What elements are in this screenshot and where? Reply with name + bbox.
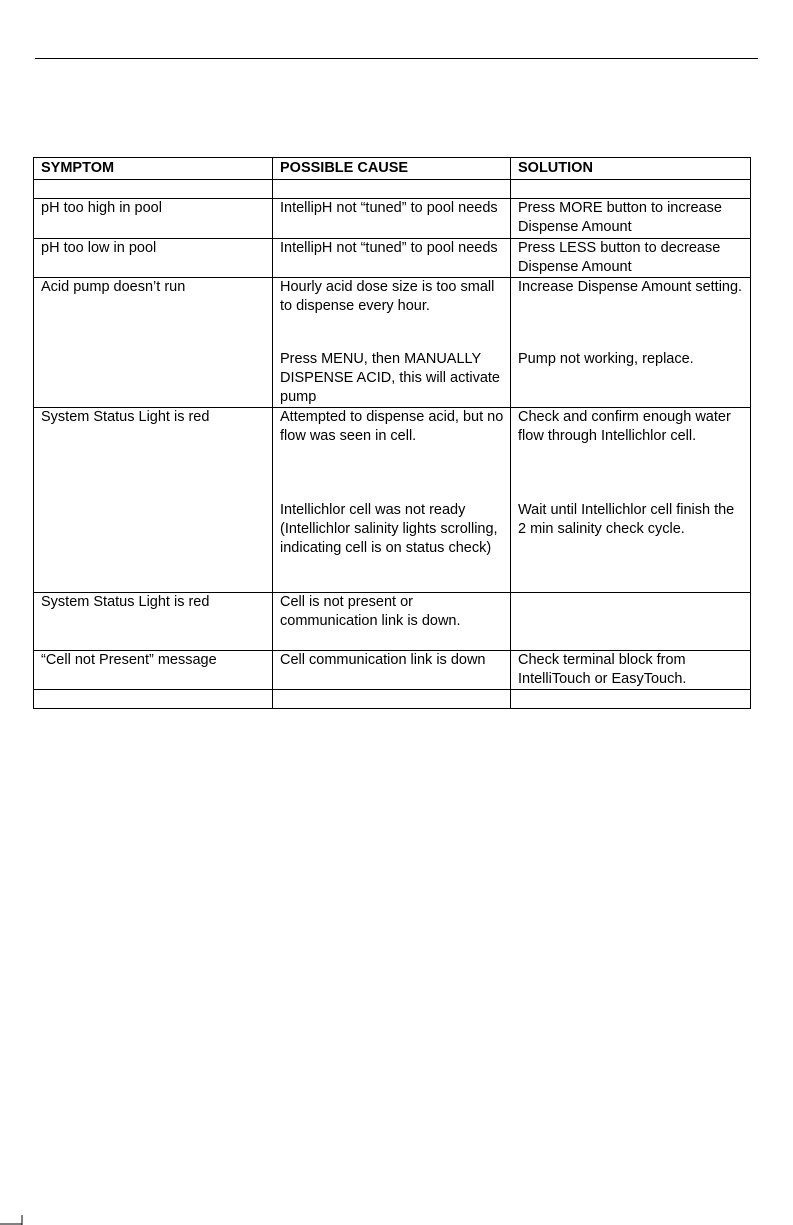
- cause-text: Cell communication link is down: [280, 652, 486, 668]
- solution-cell: [511, 408, 751, 593]
- table-row: [34, 180, 751, 199]
- cause-cell: [273, 239, 511, 278]
- table-row: [34, 278, 751, 408]
- cause-text: Cell is not present or communication link is down.: [280, 594, 461, 629]
- symptom-cell: System Status Light is red: [34, 593, 273, 651]
- symptom-cell: System Status Light is red: [34, 408, 273, 593]
- solution-cell: [511, 199, 751, 239]
- solution-cell: [511, 690, 751, 709]
- header-symptom: SYMPTOM: [34, 158, 273, 180]
- symptom-cell: pH too low in pool: [34, 239, 273, 278]
- symptom-cell: “Cell not Present” message: [34, 651, 273, 690]
- header-row: [34, 158, 751, 180]
- cause-cell: [273, 199, 511, 239]
- table-row: [34, 651, 751, 690]
- solution-text: Press MORE button to increase Dispense Amount: [518, 200, 722, 235]
- table-row: [34, 690, 751, 709]
- cause-cell: [273, 408, 511, 593]
- header-solution: SOLUTION: [511, 158, 751, 180]
- table-row: [34, 408, 751, 593]
- cause-cell: [273, 278, 511, 408]
- solution-text: Pump not working, replace.: [518, 351, 694, 367]
- cause-cell: [273, 690, 511, 709]
- symptom-cell: [34, 690, 273, 709]
- solution-text: Check and confirm enough water flow through Intellichlor cell.: [518, 409, 731, 444]
- header-possible-cause: POSSIBLE CAUSE: [273, 158, 511, 180]
- troubleshooting-table: [33, 157, 751, 709]
- solution-cell: [511, 278, 751, 408]
- solution-cell: [511, 239, 751, 278]
- solution-text: Press LESS button to decrease Dispense Amount: [518, 240, 721, 275]
- cause-text: Hourly acid dose size is too small to dispense every hour.: [280, 279, 495, 314]
- cause-text: Attempted to dispense acid, but no flow was seen in cell.: [280, 409, 504, 444]
- table-row: [34, 199, 751, 239]
- table-row: [34, 593, 751, 651]
- symptom-cell: Acid pump doesn’t run: [34, 278, 273, 408]
- solution-cell: [511, 651, 751, 690]
- solution-cell: [511, 593, 751, 651]
- cause-text: Press MENU, then MANUALLY DISPENSE ACID, this will activate pump: [280, 351, 500, 405]
- crop-mark-icon: [0, 1213, 24, 1225]
- cause-cell: [273, 651, 511, 690]
- cause-text: Intellichlor cell was not ready (Intellichlor salinity lights scrolling, indicating cell is on status check): [280, 502, 498, 556]
- solution-text: Check terminal block from IntelliTouch or EasyTouch.: [518, 652, 687, 687]
- cause-text: IntellipH not “tuned” to pool needs: [280, 200, 498, 216]
- cause-cell: [273, 593, 511, 651]
- cause-text: IntellipH not “tuned” to pool needs: [280, 240, 498, 256]
- cause-cell: [273, 180, 511, 199]
- symptom-cell: pH too high in pool: [34, 199, 273, 239]
- header-rule: [35, 58, 758, 59]
- solution-text: Increase Dispense Amount setting.: [518, 279, 743, 295]
- symptom-cell: [34, 180, 273, 199]
- solution-text: Wait until Intellichlor cell finish the 2 min salinity check cycle.: [518, 502, 735, 537]
- table-row: [34, 239, 751, 278]
- solution-cell: [511, 180, 751, 199]
